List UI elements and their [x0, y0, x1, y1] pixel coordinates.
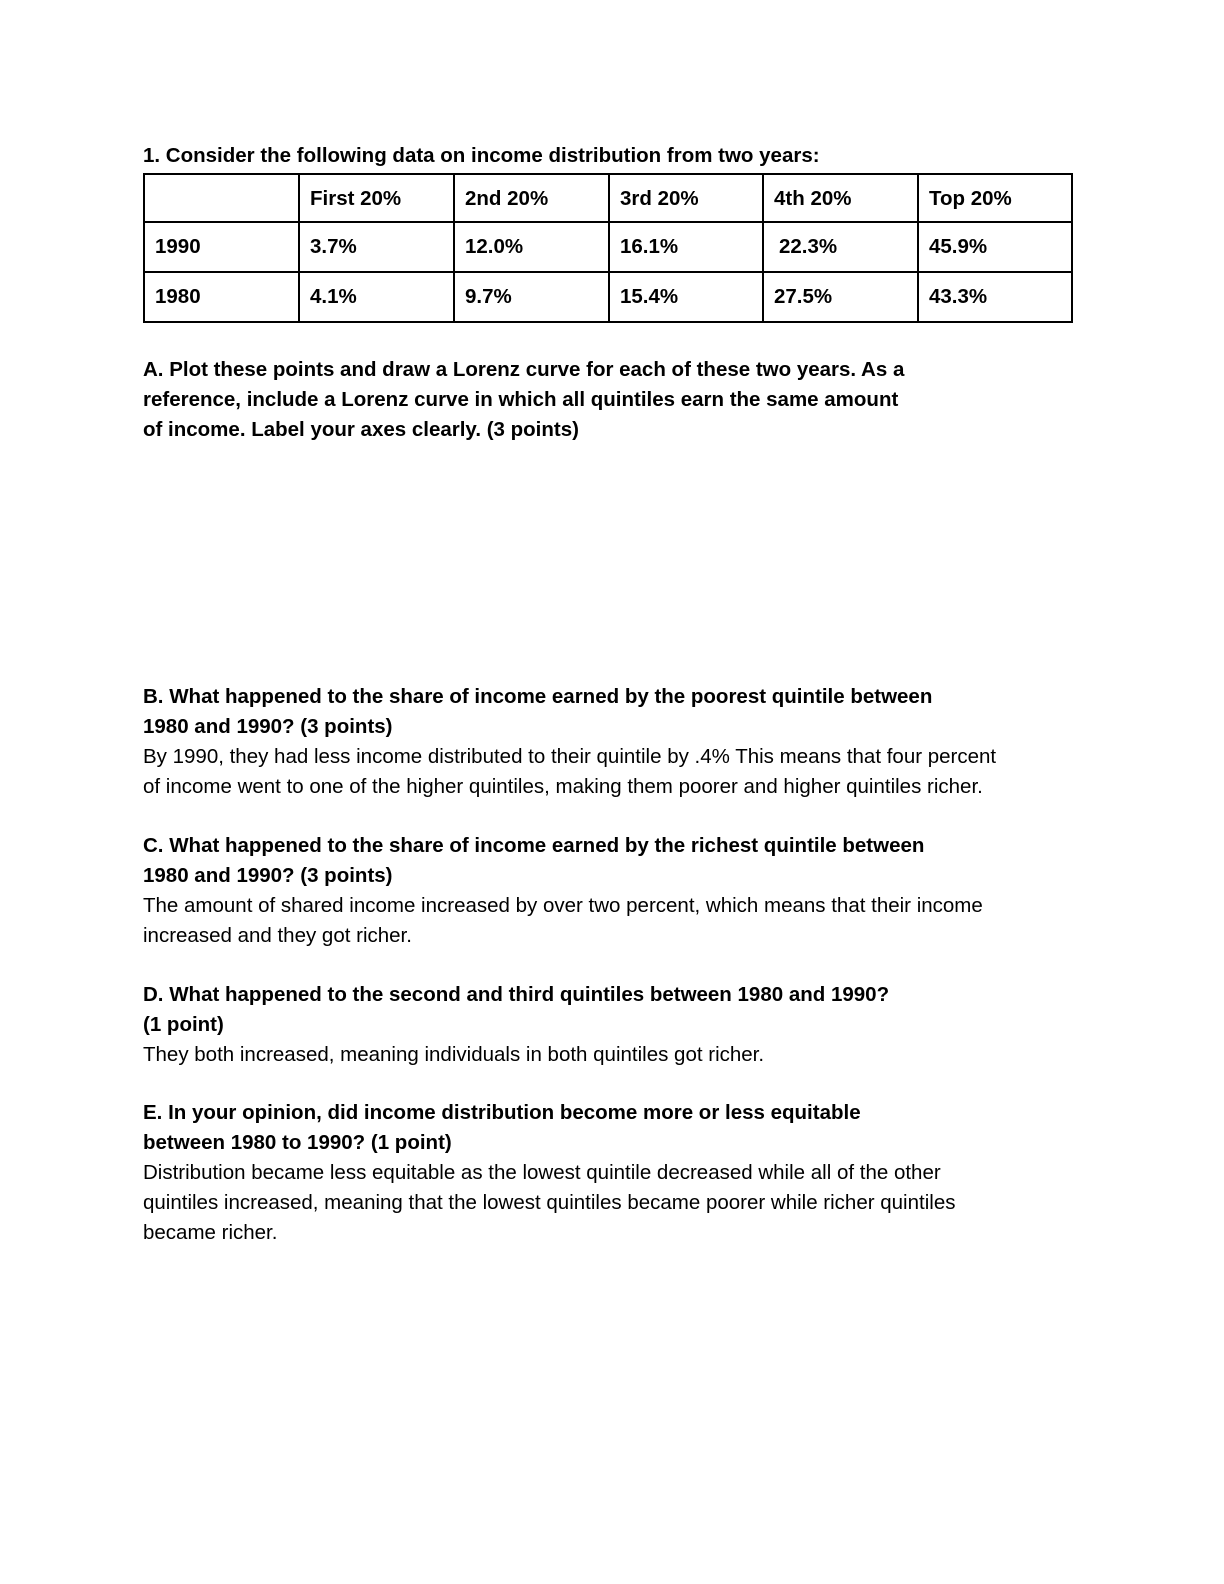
part-c-question-line: C. What happened to the share of income earned by the richest quintile between [143, 834, 925, 857]
part-b-answer-line: of income went to one of the higher quintiles, making them poorer and higher quintiles richer. [143, 775, 983, 798]
part-e-answer-line: Distribution became less equitable as the lowest quintile decreased while all of the other [143, 1161, 941, 1184]
table-header-row [144, 174, 1072, 222]
table-cell: 22.3% [763, 222, 918, 272]
part-b-question-line: 1980 and 1990? (3 points) [143, 715, 393, 738]
table-header-cell: Top 20% [918, 174, 1072, 222]
part-c [143, 831, 1083, 951]
part-d-question-line: D. What happened to the second and third quintiles between 1980 and 1990? [143, 983, 890, 1006]
part-c-answer-line: increased and they got richer. [143, 924, 412, 947]
table-cell: 9.7% [454, 272, 609, 322]
table-cell: 15.4% [609, 272, 763, 322]
table-cell: 45.9% [918, 222, 1072, 272]
part-c-answer-line: The amount of shared income increased by over two percent, which means that their income [143, 894, 983, 917]
table-cell: 12.0% [454, 222, 609, 272]
table-row [144, 222, 1072, 272]
document-page [143, 141, 1083, 1244]
part-a-question-line: of income. Label your axes clearly. (3 points) [143, 418, 579, 441]
table-header-cell: First 20% [299, 174, 454, 222]
part-a-question-line: A. Plot these points and draw a Lorenz curve for each of these two years. As a [143, 358, 905, 381]
part-b-question-line: B. What happened to the share of income earned by the poorest quintile between [143, 685, 933, 708]
table-year-cell: 1990 [144, 222, 299, 272]
part-d [143, 980, 1083, 1070]
question-1-title: 1. Consider the following data on income distribution from two years: [143, 144, 820, 167]
part-b [143, 682, 1083, 802]
part-a-question-line: reference, include a Lorenz curve in which all quintiles earn the same amount [143, 388, 899, 411]
part-b-answer-line: By 1990, they had less income distributed to their quintile by .4% This means that four percent [143, 745, 997, 768]
table-cell: 43.3% [918, 272, 1072, 322]
part-e-answer-line: became richer. [143, 1221, 278, 1244]
table-header-cell: 2nd 20% [454, 174, 609, 222]
table-header-cell [144, 174, 299, 222]
part-d-question-line: (1 point) [143, 1013, 224, 1036]
income-distribution-table [143, 173, 1073, 323]
part-c-question-line: 1980 and 1990? (3 points) [143, 864, 393, 887]
table-cell: 4.1% [299, 272, 454, 322]
part-d-answer-line: They both increased, meaning individuals in both quintiles got richer. [143, 1043, 765, 1066]
part-e-question-line: between 1980 to 1990? (1 point) [143, 1131, 452, 1154]
table-cell: 3.7% [299, 222, 454, 272]
part-a [143, 355, 1083, 445]
table-header-cell: 4th 20% [763, 174, 918, 222]
part-e-question-line: E. In your opinion, did income distribution become more or less equitable [143, 1101, 861, 1124]
part-e [143, 1098, 1083, 1248]
table-year-cell: 1980 [144, 272, 299, 322]
part-e-answer-line: quintiles increased, meaning that the lowest quintiles became poorer while richer quintiles [143, 1191, 956, 1214]
table-row [144, 272, 1072, 322]
table-cell: 27.5% [763, 272, 918, 322]
table-cell: 16.1% [609, 222, 763, 272]
table-header-cell: 3rd 20% [609, 174, 763, 222]
